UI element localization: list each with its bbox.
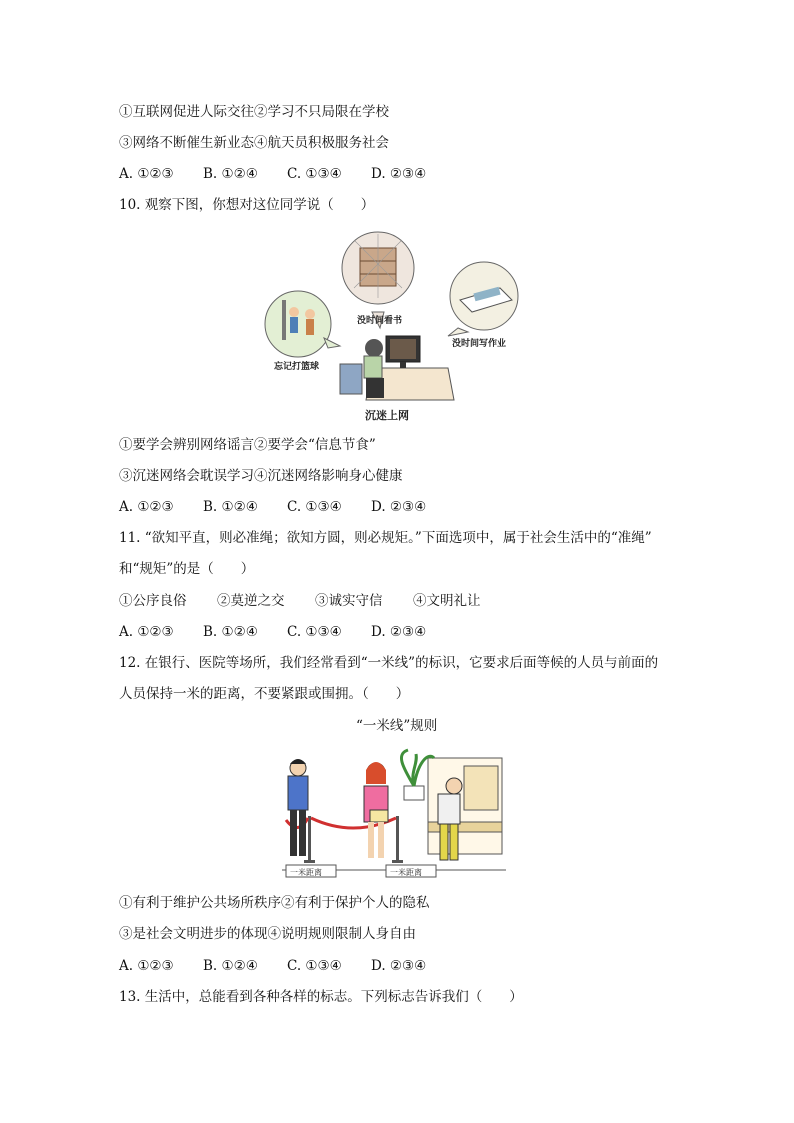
label-one-meter-right: 一米距离 xyxy=(390,868,422,877)
q12-figure-one-meter-line xyxy=(278,744,510,880)
q11-options xyxy=(119,623,426,641)
q12-figure-title: “一米线”规则 xyxy=(356,718,438,734)
q11-choice-2: ②莫逆之交 xyxy=(217,593,285,609)
q12-option-a[interactable]: A. ①②③ xyxy=(119,958,174,974)
q9-options xyxy=(119,165,426,183)
q9-option-c[interactable]: C. ①③④ xyxy=(287,166,342,182)
q10-option-a[interactable]: A. ①②③ xyxy=(119,499,174,515)
q10-option-d[interactable]: D. ②③④ xyxy=(371,499,427,515)
q10-options xyxy=(119,498,426,516)
label-one-meter-left: 一米距离 xyxy=(290,868,322,877)
q10-statements-line1: ①要学会辨别网络谣言②要学会“信息节食” xyxy=(119,437,376,453)
label-no-time-homework: 没时间写作业 xyxy=(452,339,507,349)
q11-choice-3: ③诚实守信 xyxy=(315,593,383,609)
q11-stem-line1: 11. “欲知平直，则必准绳；欲知方圆，则必规矩。”下面选项中，属于社会生活中的“准绳” xyxy=(119,530,652,546)
q11-stem-line2: 和“规矩”的是（ ） xyxy=(119,561,255,577)
q11-option-d[interactable]: D. ②③④ xyxy=(371,624,427,640)
q11-option-b[interactable]: B. ①②④ xyxy=(203,624,258,640)
q10-option-b[interactable]: B. ①②④ xyxy=(203,499,258,515)
q11-option-a[interactable]: A. ①②③ xyxy=(119,624,174,640)
q12-stem-line1: 12. 在银行、医院等场所，我们经常看到“一米线”的标识，它要求后面等候的人员与前面的 xyxy=(119,655,659,671)
q12-option-d[interactable]: D. ②③④ xyxy=(371,958,427,974)
q9-option-b[interactable]: B. ①②④ xyxy=(203,166,258,182)
label-forgot-basketball: 忘记打篮球 xyxy=(274,362,320,372)
q12-options xyxy=(119,957,426,975)
q10-stem: 10. 观察下图，你想对这位同学说（ ） xyxy=(119,197,375,213)
q11-choice-4: ④文明礼让 xyxy=(413,593,481,609)
q13-stem: 13. 生活中，总能看到各种各样的标志。下列标志告诉我们（ ） xyxy=(119,989,523,1005)
figure-caption-internet-addiction: 沉迷上网 xyxy=(365,409,409,422)
q11-option-c[interactable]: C. ①③④ xyxy=(287,624,342,640)
q9-statements-line2: ③网络不断催生新业态④航天员积极服务社会 xyxy=(119,135,389,151)
label-no-time-read: 没时间看书 xyxy=(357,316,403,326)
q9-statements-line1: ①互联网促进人际交往②学习不只局限在学校 xyxy=(119,104,389,120)
q11-choice-1: ①公序良俗 xyxy=(119,593,187,609)
q12-statements-line2: ③是社会文明进步的体现④说明规则限制人身自由 xyxy=(119,926,416,942)
q10-option-c[interactable]: C. ①③④ xyxy=(287,499,342,515)
q12-statements-line1: ①有利于维护公共场所秩序②有利于保护个人的隐私 xyxy=(119,895,430,911)
q9-option-a[interactable]: A. ①②③ xyxy=(119,166,174,182)
q11-choices xyxy=(119,592,481,610)
q12-option-c[interactable]: C. ①③④ xyxy=(287,958,342,974)
q10-statements-line2: ③沉迷网络会耽误学习④沉迷网络影响身心健康 xyxy=(119,468,403,484)
q12-stem-line2: 人员保持一米的距离，不要紧跟或围拥。（ ） xyxy=(119,686,410,702)
q10-figure-internet-addiction xyxy=(262,228,524,424)
q9-option-d[interactable]: D. ②③④ xyxy=(371,166,427,182)
q12-option-b[interactable]: B. ①②④ xyxy=(203,958,258,974)
